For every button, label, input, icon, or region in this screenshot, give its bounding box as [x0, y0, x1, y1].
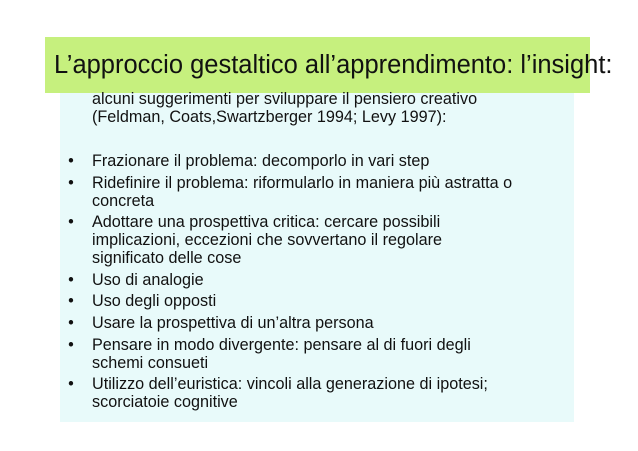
- intro-line: (Feldman, Coats,Swartzberger 1994; Levy 1997):: [92, 108, 447, 126]
- bullet-icon: •: [68, 213, 74, 232]
- bullet-line: Adottare una prospettiva critica: cercare possibili: [92, 213, 441, 232]
- bullet-line: scorciatoie cognitive: [92, 393, 238, 412]
- bullet-item: [66, 174, 586, 210]
- bullet-icon: •: [68, 375, 74, 394]
- bullet-line: Usare la prospettiva di un’altra persona: [92, 313, 374, 332]
- bullet-icon: •: [68, 335, 74, 354]
- bullet-line: Uso degli opposti: [92, 292, 217, 311]
- title-bar: [45, 37, 613, 93]
- bullet-line: significato delle cose: [92, 249, 242, 268]
- bullet-icon: •: [68, 313, 74, 332]
- bullet-icon: •: [68, 270, 74, 289]
- bullet-item: [66, 213, 586, 267]
- bullet-item: [66, 336, 586, 372]
- bullet-item: [66, 152, 586, 170]
- bullet-line: schemi consueti: [92, 353, 209, 372]
- bullet-line: implicazioni, eccezioni che sovvertano il regolare: [92, 231, 442, 250]
- bullet-line: Pensare in modo divergente: pensare al di fuori degli: [92, 335, 471, 354]
- bullet-line: concreta: [92, 191, 155, 210]
- bullet-item: [66, 271, 586, 289]
- bullet-line: Utilizzo dell’euristica: vincoli alla generazione di ipotesi;: [92, 375, 488, 394]
- bullet-line: Ridefinire il problema: riformularlo in maniera più astratta o: [92, 173, 513, 192]
- bullet-list: [66, 152, 586, 415]
- bullet-item: [66, 314, 586, 332]
- bullet-line: Uso di analogie: [92, 270, 204, 289]
- bullet-icon: •: [68, 292, 74, 311]
- bullet-line: Frazionare il problema: decomporlo in vari step: [92, 152, 430, 170]
- bullet-icon: •: [68, 152, 74, 170]
- slide-title: L’approccio gestaltico all’apprendimento: l’insight:: [54, 50, 613, 79]
- intro-line: alcuni suggerimenti per sviluppare il pensiero creativo: [92, 90, 478, 108]
- bullet-item: [66, 292, 586, 310]
- bullet-icon: •: [68, 173, 74, 192]
- intro-text: [92, 90, 562, 126]
- bullet-item: [66, 375, 586, 411]
